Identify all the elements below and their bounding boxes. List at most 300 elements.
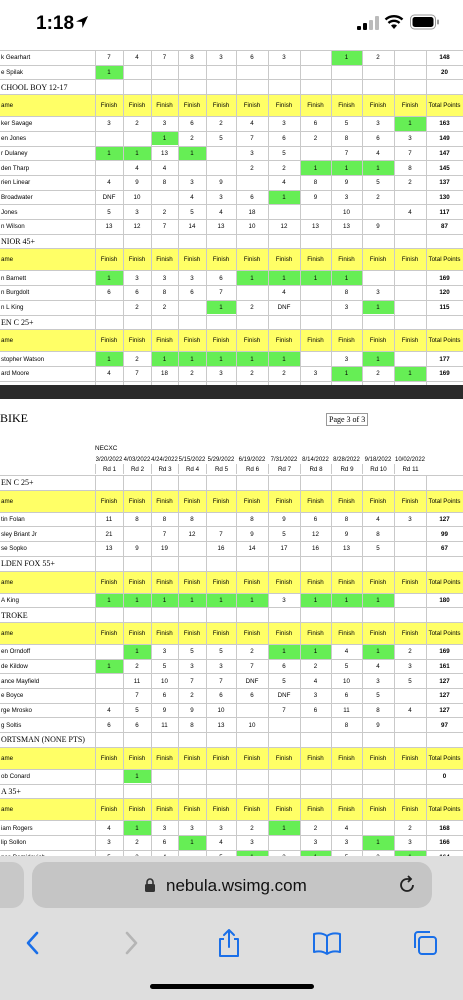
section-title: NIOR 45+ <box>1 237 36 247</box>
round-result: 3 <box>190 274 194 282</box>
round-result: 2 <box>408 824 412 832</box>
round-result: 14 <box>248 545 256 553</box>
round-result: 12 <box>280 223 288 231</box>
round-result <box>300 66 331 80</box>
column-divider <box>206 475 207 864</box>
total-points: 127 <box>439 692 450 700</box>
rider-name: ob Conard <box>1 773 30 781</box>
finish-column-header: Finish <box>156 256 173 264</box>
finish-column-header: Finish <box>128 497 146 505</box>
cellular-signal-icon <box>357 16 379 30</box>
round-result: 4 <box>107 824 111 832</box>
finish-column-header: Finish <box>338 497 355 505</box>
round-result: 9 <box>250 530 254 538</box>
round-result <box>362 205 394 219</box>
column-divider <box>123 50 124 395</box>
finish-column-header: Finish <box>183 337 201 345</box>
round-result: 8 <box>162 179 167 187</box>
finish-column-header: Finish <box>369 256 387 264</box>
round-result: 1 <box>206 301 236 315</box>
page-title: BIKE <box>0 411 28 425</box>
round-result: 1 <box>178 352 206 366</box>
round-result: 9 <box>162 707 167 715</box>
chevron-left-icon <box>25 931 41 955</box>
round-result: 1 <box>268 645 300 659</box>
round-result: 6 <box>313 120 318 128</box>
share-button[interactable] <box>214 928 244 958</box>
tabs-button[interactable] <box>410 928 440 958</box>
total-points: 115 <box>439 304 450 312</box>
finish-column-header: Finish <box>100 256 118 264</box>
finish-column-header: Finish <box>243 578 261 586</box>
round-result: 6 <box>135 721 139 729</box>
round-result: 6 <box>250 54 254 62</box>
rider-name: n Wilson <box>1 223 25 231</box>
round-result: 9 <box>282 516 286 524</box>
url-text: nebula.wsimg.com <box>166 876 307 895</box>
round-result: 2 <box>313 135 318 143</box>
column-divider <box>394 475 395 864</box>
total-points: 117 <box>439 208 450 216</box>
round-result: 18 <box>248 208 256 216</box>
lock-icon <box>144 878 156 892</box>
back-button[interactable] <box>18 928 48 958</box>
round-result: 13 <box>105 223 113 231</box>
round-result <box>268 770 300 784</box>
round-result: 1 <box>123 594 151 608</box>
round-result: 10 <box>217 707 225 715</box>
finish-column-header: Finish <box>128 754 146 762</box>
name-column-header: ame <box>1 102 14 110</box>
previous-tab-peek[interactable] <box>0 862 24 908</box>
round-result <box>394 301 426 315</box>
round-result: DNF <box>245 677 259 685</box>
finish-column-header: Finish <box>243 256 261 264</box>
rider-name: en Orndoff <box>1 648 31 656</box>
round-result: 7 <box>408 149 412 157</box>
round-result: 4 <box>107 179 111 187</box>
finish-column-header: Finish <box>338 337 355 345</box>
round-result: 2 <box>282 164 286 172</box>
round-label: Rd 8 <box>300 464 331 474</box>
round-result: 4 <box>408 707 412 715</box>
bookmarks-button[interactable] <box>312 928 342 958</box>
round-result <box>236 176 268 190</box>
total-points: 148 <box>439 54 450 62</box>
status-time: 1:18 <box>36 13 75 34</box>
round-result: 2 <box>250 824 254 832</box>
round-result: 3 <box>250 839 254 847</box>
round-result: 8 <box>313 179 318 187</box>
round-result <box>236 704 268 718</box>
round-result <box>331 770 362 784</box>
finish-column-header: Finish <box>183 578 201 586</box>
rider-name: lip Sollon <box>1 839 27 847</box>
round-result: 13 <box>343 223 350 231</box>
round-result: 4 <box>313 677 318 685</box>
round-result <box>123 527 151 541</box>
round-result: 6 <box>250 193 254 201</box>
round-result: DNF <box>277 692 291 700</box>
round-result: 1 <box>362 352 394 366</box>
rider-name: en Jones <box>1 135 27 143</box>
round-result: 1 <box>300 645 331 659</box>
round-result: 3 <box>162 274 167 282</box>
share-icon <box>216 928 242 958</box>
finish-column-header: Finish <box>275 806 293 814</box>
round-result: 13 <box>105 545 113 553</box>
round-result <box>95 161 123 175</box>
round-result: 4 <box>344 824 349 832</box>
round-result <box>178 66 206 80</box>
finish-column-header: Finish <box>128 256 146 264</box>
total-points-header: Total Points <box>428 806 461 814</box>
round-result: 4 <box>282 179 286 187</box>
round-result: 1 <box>268 191 300 205</box>
round-result <box>206 161 236 175</box>
chevron-right-icon <box>123 931 139 955</box>
rider-name: tin Folan <box>1 516 25 524</box>
round-result: 18 <box>161 370 168 378</box>
round-result: 3 <box>135 208 139 216</box>
round-result: 1 <box>331 367 362 381</box>
race-date: 9/18/2022 <box>364 456 392 463</box>
round-result: 5 <box>107 208 111 216</box>
total-points: 97 <box>441 721 448 729</box>
column-divider <box>300 475 301 864</box>
round-result: 1 <box>151 594 178 608</box>
total-points-header: Total Points <box>428 497 461 505</box>
forward-button[interactable] <box>116 928 146 958</box>
browser-toolbar <box>0 916 463 1000</box>
round-result: DNF <box>102 193 116 201</box>
round-result: 3 <box>219 54 223 62</box>
name-column-header: ame <box>1 806 14 814</box>
section-title: CHOOL BOY 12-17 <box>1 82 68 92</box>
round-result: 7 <box>250 135 254 143</box>
round-result: 6 <box>162 692 167 700</box>
round-result <box>178 770 206 784</box>
finish-column-header: Finish <box>156 578 173 586</box>
round-result: 10 <box>133 193 141 201</box>
finish-column-header: Finish <box>100 337 118 345</box>
round-result: 5 <box>190 648 194 656</box>
finish-column-header: Finish <box>369 497 387 505</box>
round-result: 7 <box>190 677 194 685</box>
rider-name: A King <box>1 596 19 604</box>
round-result: 9 <box>190 707 194 715</box>
reload-icon[interactable] <box>396 874 418 896</box>
column-divider <box>206 50 207 395</box>
round-label: Rd 3 <box>151 464 178 474</box>
total-points: 67 <box>441 545 448 553</box>
round-result <box>151 191 178 205</box>
round-result <box>300 147 331 161</box>
name-column-header: ame <box>1 629 14 637</box>
round-result: 6 <box>219 274 223 282</box>
round-result: 1 <box>362 301 394 315</box>
round-result: 8 <box>408 164 412 172</box>
total-points: 169 <box>439 648 450 656</box>
round-result: 3 <box>408 516 412 524</box>
round-result: 4 <box>162 164 167 172</box>
finish-column-header: Finish <box>100 102 118 110</box>
battery-icon <box>410 14 440 30</box>
pdf-viewer[interactable] <box>0 48 463 856</box>
column-divider <box>123 475 124 864</box>
finish-column-header: Finish <box>401 754 419 762</box>
address-bar[interactable] <box>32 862 432 908</box>
total-points-header: Total Points <box>428 754 461 762</box>
round-result: 1 <box>123 645 151 659</box>
round-result: 4 <box>376 149 380 157</box>
round-result: 1 <box>236 271 268 285</box>
round-result: 8 <box>162 289 167 297</box>
total-points: 120 <box>439 289 450 297</box>
round-result: 10 <box>248 721 256 729</box>
round-result: 2 <box>162 304 167 312</box>
finish-column-header: Finish <box>307 102 324 110</box>
round-result: 3 <box>282 54 286 62</box>
round-result: 5 <box>376 545 380 553</box>
rider-name: k Gearhart <box>1 54 31 62</box>
round-result: 7 <box>162 223 167 231</box>
total-points: 99 <box>441 530 448 538</box>
round-result <box>95 674 123 688</box>
column-divider <box>95 50 96 395</box>
round-result: 2 <box>135 662 139 670</box>
column-divider <box>426 50 427 395</box>
round-result <box>394 718 426 732</box>
round-result: 8 <box>190 721 194 729</box>
round-result: 17 <box>280 545 288 553</box>
total-points-header: Total Points <box>428 102 461 110</box>
finish-column-header: Finish <box>369 754 387 762</box>
round-result: 3 <box>408 662 412 670</box>
round-result <box>151 66 178 80</box>
round-result: 9 <box>135 179 139 187</box>
round-result: 13 <box>161 149 168 157</box>
finish-column-header: Finish <box>338 102 355 110</box>
total-points: 20 <box>441 69 448 77</box>
finish-column-header: Finish <box>212 256 230 264</box>
round-result: 13 <box>343 545 350 553</box>
round-result: 4 <box>344 648 349 656</box>
column-divider <box>95 475 96 864</box>
name-column-header: ame <box>1 256 14 264</box>
finish-column-header: Finish <box>212 578 230 586</box>
column-divider <box>300 50 301 395</box>
round-result: 9 <box>344 179 349 187</box>
round-result: 3 <box>219 824 223 832</box>
finish-column-header: Finish <box>156 754 173 762</box>
round-result <box>268 205 300 219</box>
round-result: 13 <box>312 223 319 231</box>
round-result <box>236 66 268 80</box>
rider-name: n Barnett <box>1 274 27 282</box>
name-column-header: ame <box>1 497 14 505</box>
round-result: 5 <box>162 662 167 670</box>
round-result <box>206 66 236 80</box>
round-result: 3 <box>282 120 286 128</box>
finish-column-header: Finish <box>212 497 230 505</box>
round-result: 3 <box>313 692 318 700</box>
round-result <box>394 286 426 300</box>
round-result: 1 <box>300 594 331 608</box>
round-result: 2 <box>135 839 139 847</box>
round-result: 5 <box>282 677 286 685</box>
round-result: 5 <box>282 530 286 538</box>
total-points: 127 <box>439 707 450 715</box>
round-result: 5 <box>219 135 223 143</box>
round-result <box>206 513 236 527</box>
total-points: 166 <box>439 839 450 847</box>
round-result: 1 <box>95 66 123 80</box>
total-points: 137 <box>439 179 450 187</box>
round-result: 11 <box>105 516 113 524</box>
round-result: 5 <box>376 179 380 187</box>
rider-name: Jones <box>1 208 18 216</box>
finish-column-header: Finish <box>338 578 355 586</box>
finish-column-header: Finish <box>243 102 261 110</box>
round-result: 7 <box>135 370 139 378</box>
total-points: 180 <box>439 596 450 604</box>
total-points: 163 <box>439 120 450 128</box>
rider-name: stopher Watson <box>1 355 45 363</box>
round-result: 2 <box>135 304 139 312</box>
total-points-header: Total Points <box>428 256 461 264</box>
finish-column-header: Finish <box>275 754 293 762</box>
round-result: 8 <box>190 54 194 62</box>
round-result: 6 <box>107 289 111 297</box>
round-result: 3 <box>408 839 412 847</box>
round-label: Rd 2 <box>123 464 151 474</box>
rider-name: Broadwater <box>1 193 33 201</box>
round-result: 2 <box>135 355 139 363</box>
rider-name: g Soltis <box>1 721 22 729</box>
round-result: 6 <box>219 692 223 700</box>
round-result <box>362 770 394 784</box>
location-arrow-icon <box>74 14 90 30</box>
round-result: 2 <box>190 692 194 700</box>
round-result: 1 <box>95 594 123 608</box>
round-result: 2 <box>376 54 380 62</box>
round-result: 2 <box>313 662 318 670</box>
round-result: 16 <box>312 545 319 553</box>
round-result: 2 <box>408 648 412 656</box>
round-result <box>394 220 426 234</box>
round-result: 3 <box>190 824 194 832</box>
column-divider <box>331 475 332 864</box>
column-divider <box>268 50 269 395</box>
round-result: 2 <box>250 304 254 312</box>
total-points: 0 <box>442 773 447 781</box>
rider-name: sley Briant Jr <box>1 530 37 538</box>
status-bar <box>0 0 463 48</box>
round-result: 2 <box>376 370 380 378</box>
finish-column-header: Finish <box>307 337 324 345</box>
round-result: 1 <box>331 161 362 175</box>
finish-column-header: Finish <box>183 806 201 814</box>
column-divider <box>362 50 363 395</box>
finish-column-header: Finish <box>401 578 419 586</box>
rider-name: rien Linear <box>1 179 31 187</box>
finish-column-header: Finish <box>128 806 146 814</box>
round-result: 11 <box>343 707 350 715</box>
round-result: 3 <box>344 304 349 312</box>
round-result: 5 <box>135 707 139 715</box>
round-result <box>300 352 331 366</box>
section-title: A 35+ <box>1 786 21 796</box>
round-label: Rd 5 <box>206 464 236 474</box>
total-points: 130 <box>439 193 450 201</box>
round-result: 8 <box>344 289 349 297</box>
round-result: 7 <box>219 289 223 297</box>
round-result <box>95 301 123 315</box>
round-result: 7 <box>107 54 111 62</box>
round-result: 1 <box>362 161 394 175</box>
race-date: 10/02/2022 <box>394 456 426 463</box>
round-result: 1 <box>123 821 151 835</box>
finish-column-header: Finish <box>243 806 261 814</box>
round-result: 1 <box>123 770 151 784</box>
finish-column-header: Finish <box>275 578 293 586</box>
round-result <box>394 352 426 366</box>
round-result: 4 <box>107 707 111 715</box>
round-result: 2 <box>162 208 167 216</box>
race-date: 8/14/2022 <box>302 456 329 463</box>
round-result <box>95 770 123 784</box>
column-divider <box>178 475 179 864</box>
round-result: 7 <box>219 677 223 685</box>
rider-name: iam Rogers <box>1 824 33 832</box>
round-result: 8 <box>376 707 380 715</box>
rider-name: e Spilak <box>1 69 24 77</box>
round-result: 10 <box>248 223 256 231</box>
round-result: 5 <box>376 692 380 700</box>
round-result: 1 <box>394 367 426 381</box>
round-result: 1 <box>268 821 300 835</box>
round-result: 2 <box>408 179 412 187</box>
round-result: 6 <box>250 692 254 700</box>
tabs-icon <box>411 929 439 957</box>
rider-name: e Boyce <box>1 692 24 700</box>
finish-column-header: Finish <box>401 102 419 110</box>
column-divider <box>268 475 269 864</box>
round-result: 3 <box>190 662 194 670</box>
finish-column-header: Finish <box>401 256 419 264</box>
round-result: 3 <box>190 179 194 187</box>
round-result: 8 <box>344 135 349 143</box>
finish-column-header: Finish <box>275 629 293 637</box>
round-result: 3 <box>282 596 286 604</box>
rider-name: n L King <box>1 304 24 312</box>
round-result: 11 <box>133 677 141 685</box>
finish-column-header: Finish <box>128 102 146 110</box>
wifi-icon <box>384 14 404 30</box>
rider-name: se Sopko <box>1 545 27 553</box>
finish-column-header: Finish <box>369 337 387 345</box>
round-result: 2 <box>376 193 380 201</box>
round-result: 6 <box>190 120 194 128</box>
finish-column-header: Finish <box>307 497 324 505</box>
round-result: 1 <box>206 352 236 366</box>
round-result: 3 <box>162 120 167 128</box>
round-result: 4 <box>250 120 254 128</box>
column-divider <box>151 475 152 864</box>
round-result: 3 <box>376 120 380 128</box>
round-result: 2 <box>219 120 223 128</box>
